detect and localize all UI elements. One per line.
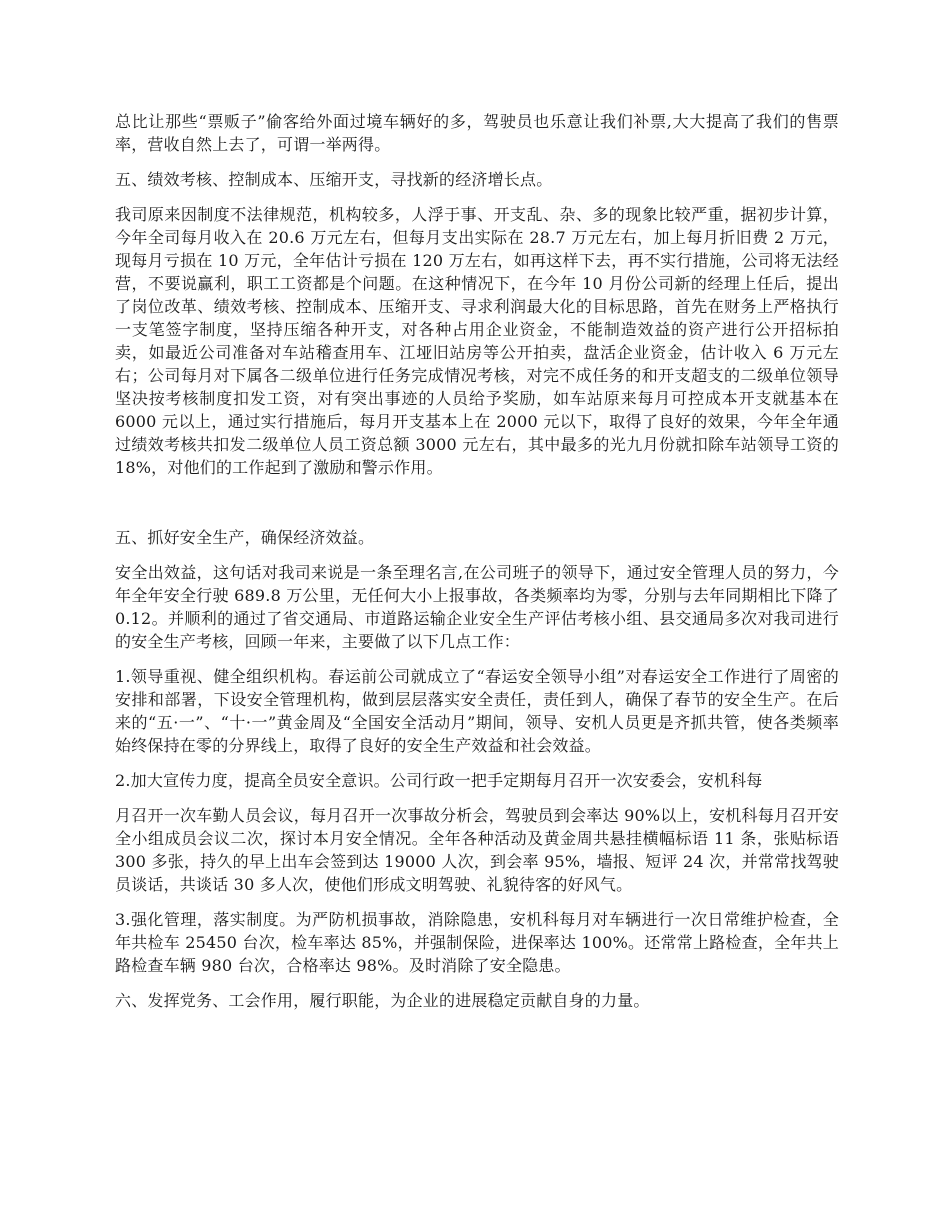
paragraph-item-1-organization: 1.领导重视、健全组织机构。春运前公司就成立了“春运安全领导小组”对春运安全工作进行了周密的安排和部署，下设安全管理机构，做到层层落实安全责任，责任到人，确保了春节的安全生产。在后来的“五·一”、“十·一”黄金周及“全国安全活动月”期间，领导、安机人员更是齐抓共管，使各类频率始终保持在零的分界线上，取得了良好的安全生产效益和社会效益。 [115,667,839,755]
paragraph-cost-control: 我司原来因制度不法律规范，机构较多，人浮于事、开支乱、杂、多的现象比较严重，据初步计算，今年全司每月收入在 20.6 万元左右，但每月支出实际在 28.7 万元左右，加上每月折旧费 2 万元，现每月亏损在 10 万元，全年估计亏损在 120 万左右，如再这样下去，再不实行措施，公司将无法经营，不要说赢利，职工工资都是个问题。在这种情况下，在今年 10 月份公司新的经理上任后，提出了岗位改革、绩效考核、控制成本、压缩开支、寻求利润最大化的目标思路，首先在财务上严格执行一支笔签字制度，坚持压缩各种开支，对各种占用企业资金，不能制造效益的资产进行公开招标拍卖，如最近公司准备对车站稽查用车、江垭旧站房等公开拍卖，盘活企业资金，估计收入 6 万元左右；公司每月对下属各二级单位进行任务完成情况考核，对完不成任务的和开支超支的二级单位领导坚决按考核制度扣发工资，对有突出事迹的人员给予奖励，如车站原来每月可控成本开支就基本在 6000 元以上，通过实行措施后，每月开支基本上在 2000 元以下，取得了良好的效果，今年全年通过绩效考核共扣发二级单位人员工资总额 3000 元左右，其中最多的光九月份就扣除车站领导工资的 18%，对他们的工作起到了激励和警示作用。 [115,205,839,477]
paragraph-ticket-sales: 总比让那些“票贩子”偷客给外面过境车辆好的多，驾驶员也乐意让我们补票,大大提高了我们的售票率，营收自然上去了，可谓一举两得。 [115,112,839,154]
paragraph-item-2-continued: 月召开一次车勤人员会议，每月召开一次事故分析会，驾驶员到会率达 90%以上，安机科每月召开安全小组成员会议二次，探讨本月安全情况。全年各种活动及黄金周共悬挂横幅标语 11 条，张贴标语 300 多张，持久的早上出车会签到达 19000 人次，到会率 95%，墙报、短评 24 次，并常常找驾驶员谈话，共谈话 30 多人次，使他们形成文明驾驶、礼貌待客的好风气。 [115,806,839,894]
heading-safety-production: 五、抓好安全生产，确保经济效益。 [115,528,375,547]
heading-performance-cost-control: 五、绩效考核、控制成本、压缩开支，寻找新的经济增长点。 [115,170,553,189]
paragraph-item-2-publicity: 2.加大宣传力度，提高全员安全意识。公司行政一把手定期每月召开一次安委会，安机科每 [115,771,763,790]
paragraph-item-3-management: 3.强化管理，落实制度。为严防机损事故，消除隐患，安机科每月对车辆进行一次日常维护检查，全年共检车 25450 台次，检车率达 85%，并强制保险，进保率达 100%。还常常上路检查，全年共上路检查车辆 980 台次，合格率达 98%。及时消除了安全隐患。 [115,910,839,975]
paragraph-safety-benefits: 安全出效益，这句话对我司来说是一条至理名言,在公司班子的领导下，通过安全管理人员的努力，今年全年安全行驶 689.8 万公里，无任何大小上报事故，各类频率均为零，分别与去年同期相比下降了 0.12。并顺利的通过了省交通局、市道路运输企业安全生产评估考核小组、县交通局多次对我司进行的安全生产考核，回顾一年来，主要做了以下几点工作： [115,563,839,651]
section-spacer [115,491,839,526]
heading-party-union: 六、发挥党务、工会作用，履行职能，为企业的进展稳定贡献自身的力量。 [115,991,650,1010]
document-page [115,110,839,1024]
